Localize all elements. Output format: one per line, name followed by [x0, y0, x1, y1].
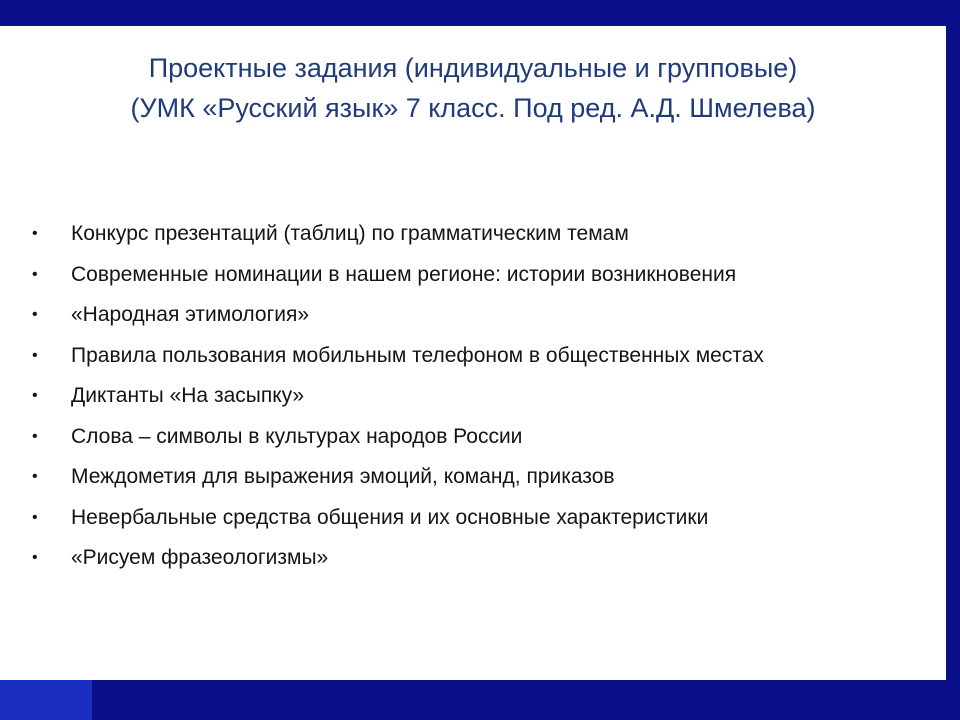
list-item	[32, 255, 932, 296]
bullet-list	[32, 214, 932, 579]
bullet-icon: •	[32, 549, 38, 566]
bullet-icon: •	[32, 265, 38, 283]
bullet-icon: •	[32, 508, 38, 526]
list-item-text: Правила пользования мобильным телефоном в общественных местах	[71, 343, 764, 367]
list-item	[32, 498, 932, 539]
list-item	[32, 417, 932, 458]
list-item	[32, 538, 932, 579]
list-item-text: «Рисуем фразеологизмы»	[71, 546, 329, 569]
list-item-text: «Народная этимология»	[71, 303, 310, 326]
frame-corner-accent	[0, 680, 92, 720]
list-item-text: Диктанты «На засыпку»	[71, 384, 305, 407]
list-item-text: Междометия для выражения эмоций, команд, приказов	[71, 465, 615, 488]
slide-title-line-2: (УМК «Русский язык» 7 класс. Под ред. А.Д. Шмелева)	[130, 93, 816, 123]
list-item	[32, 376, 932, 417]
list-item	[32, 214, 932, 255]
frame-right-strip	[946, 0, 960, 720]
list-item-text: Конкурс презентаций (таблиц) по грамматическим темам	[71, 222, 629, 245]
slide	[0, 26, 946, 680]
frame-top-band	[0, 0, 960, 26]
list-item	[32, 295, 932, 336]
bullet-icon: •	[32, 346, 38, 364]
list-item-text: Современные номинации в нашем регионе: истории возникновения	[71, 262, 737, 286]
list-item	[32, 336, 932, 377]
slide-title-line-1: Проектные задания (индивидуальные и групповые)	[148, 53, 798, 83]
bullet-icon: •	[32, 427, 38, 445]
bullet-icon: •	[32, 225, 38, 242]
slide-title	[0, 48, 946, 128]
bullet-icon: •	[32, 468, 38, 485]
list-item-text: Слова – символы в культурах народов России	[71, 424, 523, 448]
bullet-icon: •	[32, 306, 38, 323]
list-item-text: Невербальные средства общения и их основные характеристики	[71, 505, 709, 529]
bullet-icon: •	[32, 387, 38, 404]
list-item	[32, 457, 932, 498]
frame-bottom-band	[0, 680, 960, 720]
